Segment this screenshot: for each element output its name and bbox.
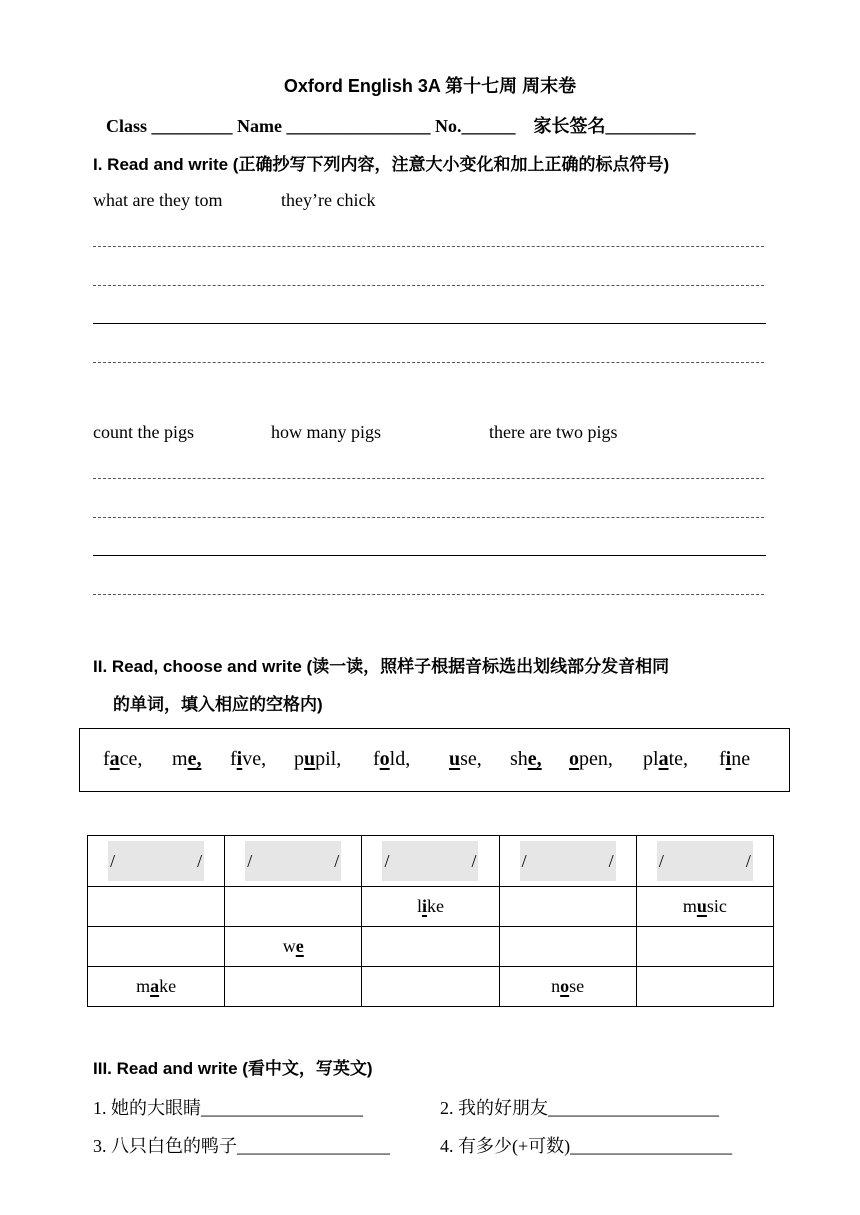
copy-phrase: how many pigs bbox=[271, 422, 381, 442]
writing-line-dotted bbox=[93, 478, 764, 479]
phonetic-header-cell[interactable]: / / bbox=[362, 836, 499, 887]
copy-phrase: what are they tom bbox=[93, 190, 223, 210]
answer-cell[interactable] bbox=[499, 887, 636, 927]
phonetic-header-cell[interactable]: / / bbox=[225, 836, 362, 887]
answer-cell[interactable] bbox=[636, 927, 773, 967]
answer-cell[interactable] bbox=[499, 927, 636, 967]
word-bank-item: fold, bbox=[373, 748, 411, 770]
question-3: 3. 八只白色的鸭子_________________ bbox=[93, 1136, 390, 1156]
example-word-make: make bbox=[88, 967, 225, 1007]
phonetic-table bbox=[87, 835, 774, 1007]
copy-phrase: they’re chick bbox=[281, 190, 376, 210]
word-bank-item: fine bbox=[719, 748, 751, 770]
example-word-nose: nose bbox=[499, 967, 636, 1007]
answer-cell[interactable] bbox=[88, 887, 225, 927]
answer-cell[interactable] bbox=[636, 967, 773, 1007]
phonetic-header-cell[interactable]: / / bbox=[499, 836, 636, 887]
section-1-heading: I. Read and write (正确抄写下列内容，注意大小变化和加上正确的标点符号) bbox=[93, 155, 670, 174]
writing-line-dotted bbox=[93, 594, 764, 595]
writing-line-dotted bbox=[93, 285, 764, 286]
phonetic-header-cell[interactable]: / / bbox=[636, 836, 773, 887]
answer-cell[interactable] bbox=[362, 967, 499, 1007]
phonetic-header-cell[interactable]: / / bbox=[88, 836, 225, 887]
word-bank-item: use, bbox=[449, 748, 482, 770]
copy-phrase: there are two pigs bbox=[489, 422, 618, 442]
example-word-we: we bbox=[225, 927, 362, 967]
answer-cell[interactable] bbox=[225, 967, 362, 1007]
question-2: 2. 我的好朋友___________________ bbox=[440, 1098, 719, 1118]
word-bank-item: pupil, bbox=[294, 748, 342, 770]
word-bank-item: five, bbox=[230, 748, 267, 770]
writing-line-baseline bbox=[93, 323, 766, 324]
word-bank-item: me, bbox=[172, 748, 202, 770]
writing-line-dotted bbox=[93, 246, 764, 247]
word-bank-item: she, bbox=[510, 748, 542, 770]
student-info-line: Class _________ Name ________________ No.______ 家长签名__________ bbox=[106, 116, 696, 136]
answer-cell[interactable] bbox=[225, 887, 362, 927]
section-2-heading: II. Read, choose and write (读一读，照样子根据音标选出划线部分发音相同 bbox=[93, 657, 670, 676]
answer-cell[interactable] bbox=[88, 927, 225, 967]
section-2-heading-cont: 的单词，填入相应的空格内) bbox=[113, 695, 323, 714]
example-word-music: music bbox=[636, 887, 773, 927]
question-1: 1. 她的大眼睛__________________ bbox=[93, 1098, 363, 1118]
answer-cell[interactable] bbox=[362, 927, 499, 967]
question-4: 4. 有多少(+可数)__________________ bbox=[440, 1136, 733, 1156]
copy-phrase: count the pigs bbox=[93, 422, 194, 442]
page-title: Oxford English 3A 第十七周 周末卷 bbox=[283, 76, 577, 96]
writing-line-dotted bbox=[93, 362, 764, 363]
writing-line-baseline bbox=[93, 555, 766, 556]
section-3-heading: III. Read and write (看中文，写英文) bbox=[93, 1059, 373, 1078]
writing-line-dotted bbox=[93, 517, 764, 518]
word-bank-item: open, bbox=[569, 748, 613, 770]
example-word-like: like bbox=[362, 887, 499, 927]
word-bank-item: face, bbox=[103, 748, 143, 770]
word-bank-item: plate, bbox=[643, 748, 688, 770]
